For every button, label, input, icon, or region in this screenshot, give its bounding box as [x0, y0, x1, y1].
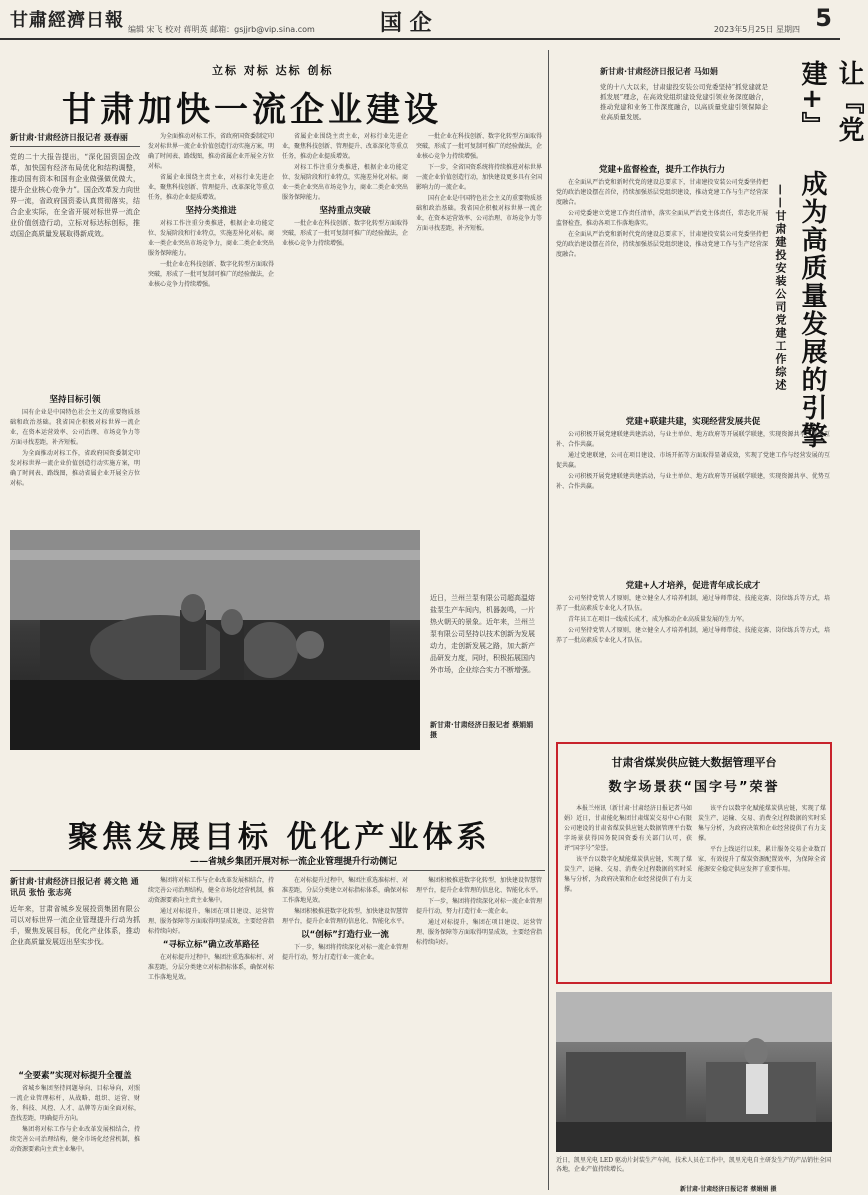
- article2-col1: [10, 1068, 140, 1188]
- lab-photo: [556, 992, 832, 1152]
- paragraph: 一批企业在科技创新、数字化转型方面取得突破，形成了一批可复制可推广的经验做法，企业核心竞争力持续增强。: [416, 133, 543, 160]
- article1-subhead-2: 坚持分类推进: [185, 206, 237, 216]
- divider: [10, 870, 545, 871]
- article3-subtitle: ——甘肃建投安装公司党建工作综述: [774, 184, 787, 392]
- paragraph: 在全面从严治党和新时代党的建设总要求下，甘肃建投安装公司党委坚持把党的政治建设摆在首位，持续加强基层党组织建设，推动党建工作与生产经营深度融合。: [556, 179, 768, 206]
- masthead-meta: 编辑 宋飞 校对 蒋明英 邮箱：gsjjrb@vip.sina.com: [128, 25, 315, 34]
- article3-col1: [556, 162, 768, 387]
- paragraph: 公司积极开展党建联建共建活动，与业主单位、地方政府等开展联学联建，实现资源共享、优势互补、合作共赢。: [556, 473, 830, 490]
- photo1-credit: 新甘肃·甘肃经济日报记者 蔡娟娟 摄: [430, 721, 534, 739]
- article3-col2: [556, 414, 830, 574]
- divider: [10, 146, 140, 147]
- photo2-caption: 近日，凯里光电 LED 驱动片封装生产车间，技术人员在工作中，凯里光电自主研发生产的产品销往全国各地，企业产值持续增长。: [556, 1157, 831, 1173]
- masthead: [0, 0, 840, 40]
- article2-lead: 近年来，甘肃省城乡发展投资集团有限公司以对标世界一流企业管理提升行动为抓手，聚焦发展目标，优化产业体系，推动企业高质量发展迈出坚实步伐。: [10, 905, 140, 946]
- paragraph: 集团将对标工作与企业改革发展相结合，持续完善公司治理结构，健全市场化经营机制，推动资源要素向主责主业集中。: [10, 1126, 140, 1153]
- article3-subhead-1: 党建+监督检查，提升工作执行力: [598, 165, 726, 175]
- paragraph: 下一步，集团将持续深化对标一流企业管理提升行动，努力打造行业一流企业。: [282, 944, 409, 961]
- paragraph: 公司积极开展党建联建共建活动，与业主单位、地方政府等开展联学联建，实现资源共享、优势互补、合作共赢。: [556, 431, 830, 448]
- article1-lead: 党的二十大报告提出，“深化国资国企改革，加快国有经济布局优化和结构调整，推动国有资本和国有企业做强做优做大，提升企业核心竞争力”。国企改革发力向世界一流，省政府国资委认真贯彻落实，结合企业实际，在全省开展对标世界一流企业价值创造行动，立标对标达标创标，推动国企高质量发展取得新成效。: [10, 153, 140, 238]
- article2-col3: [282, 876, 408, 1188]
- paragraph: 本报兰州讯（新甘肃·甘肃经济日报记者马如娟）近日，甘肃能化集团甘肃煤炭交易中心有限公司建设的甘肃省煤炭供应链大数据管理平台数字场景获得国务院国资委有关部门认可，获评“国字号”荣誉。: [564, 805, 692, 852]
- paragraph: 公司坚持党管人才原则，建立健全人才培养机制，通过导师带徒、技能竞赛、岗位练兵等方式，培养了一批高素质专业化人才队伍。: [556, 627, 830, 644]
- article3-byline: 新甘肃·甘肃经济日报记者 马如娟: [600, 67, 718, 76]
- article3-col3: [556, 578, 830, 738]
- article1-subhead-3: 坚持重点突破: [319, 206, 371, 216]
- paragraph: 公司坚持党管人才原则，建立健全人才培养机制，通过导师带徒、技能竞赛、岗位练兵等方式，培养了一批高素质专业化人才队伍。: [556, 595, 830, 612]
- lab-photo-illustration: [556, 992, 832, 1152]
- article1-headline: 甘肃加快一流企业建设: [62, 90, 442, 130]
- paragraph: 对标工作注重分类推进，根据企业功能定位、发展阶段和行业特点，实施差异化对标。商业一类企业突出市场竞争力，商业二类企业突出服务保障能力。: [148, 220, 275, 257]
- article4-headline-1: 甘肃省煤炭供应链大数据管理平台: [611, 756, 777, 769]
- article2-subhead-3: 以“创标”打造行业一流: [301, 930, 389, 940]
- factory-photo: [10, 530, 420, 750]
- paragraph: 该平台以数字化赋能煤炭供应链，实现了煤炭生产、运输、交易、消费全过程数据的实时采集与分析，为政府决策和企业经营提供了有力支撑。: [564, 856, 692, 893]
- paragraph: 一批企业在科技创新、数字化转型方面取得突破，形成了一批可复制可推广的经验做法，企业核心竞争力持续增强。: [282, 220, 409, 247]
- article4-col1: [564, 804, 692, 976]
- paragraph: 集团将对标工作与企业改革发展相结合，持续完善公司治理结构，健全市场化经营机制，推动资源要素向主责主业集中。: [148, 877, 275, 904]
- paragraph: 省属企业围绕主责主业，对标行业先进企业，聚焦科技创新、管理提升、改革深化等重点任务，推动企业提质增效。: [282, 133, 409, 160]
- paragraph: 为全面推动对标工作，省政府国资委制定印发对标世界一流企业价值创造行动实施方案，明确了时间表、路线图，推动省属企业开展全方位对标。: [148, 133, 275, 170]
- section-name: 国 企: [380, 11, 432, 36]
- photo1-caption: 近日，兰州兰泵有限公司超高温熔盐泵生产车间内，机器轰鸣，一片热火朝天的景象。近年来，兰州兰泵有限公司坚持以技术创新为发展动力，走创新发展之路，加大新产品研发力度，同时，积极拓展国内外市场，企业综合实力不断增强。: [430, 594, 535, 674]
- article3-title-2: 成为高质量发展的引擎: [797, 170, 827, 450]
- paragraph: 通过党建联建，公司在项目建设、市场开拓等方面取得显著成效，实现了党建工作与经营发展的互促共赢。: [556, 452, 830, 469]
- paragraph: 一批企业在科技创新、数字化转型方面取得突破，形成了一批可复制可推广的经验做法，企业核心竞争力持续增强。: [148, 261, 275, 288]
- article1-col1: [10, 392, 140, 522]
- article1-col2: [148, 132, 274, 522]
- page-number: 5: [815, 4, 832, 32]
- paragraph: 在对标提升过程中，集团注重选准标杆、对准差距，分层分类建立对标指标体系，确保对标工作落地见效。: [148, 954, 275, 981]
- article3-lead: 党的十八大以来，甘肃建投安装公司党委坚持“抓党建就是抓发展”理念，在高效党组织建设党建引领业务深度融合，推动党建和业务工作深度融合，以高质量党建引领保障企业高质量发展。: [600, 83, 768, 121]
- article1-col3: [282, 132, 408, 522]
- paragraph: 国有企业是中国特色社会主义的重要物质基础和政治基础。我省国企积极对标世界一流企业，在资本运营效率、公司治理、市场竞争力等方面寻找差距，补齐短板。: [10, 409, 140, 446]
- paragraph: 国有企业是中国特色社会主义的重要物质基础和政治基础。我省国企积极对标世界一流企业，在资本运营效率、公司治理、市场竞争力等方面寻找差距，补齐短板。: [416, 195, 543, 232]
- paragraph: 青年员工在项目一线成长成才，成为推动企业高质量发展的生力军。: [568, 616, 749, 623]
- article4-col2: [698, 804, 826, 976]
- paragraph: 在对标提升过程中，集团注重选准标杆、对准差距，分层分类建立对标指标体系，确保对标工作落地见效。: [282, 877, 409, 904]
- paragraph: 通过对标提升，集团在项目建设、运营管理、服务保障等方面取得明显成效，主要经营指标持续向好。: [416, 919, 543, 946]
- article1-subhead-1: 坚持目标引领: [49, 395, 101, 405]
- column-separator: [548, 50, 549, 1190]
- paragraph: 该平台以数字化赋能煤炭供应链，实现了煤炭生产、运输、交易、消费全过程数据的实时采集与分析，为政府决策和企业经营提供了有力支撑。: [698, 805, 826, 842]
- paragraph: 集团积极推进数字化转型，加快建设智慧管理平台，提升企业管理的信息化、智能化水平。: [282, 908, 409, 925]
- article1-byline: 新甘肃·甘肃经济日报记者 聂春丽: [10, 133, 128, 142]
- factory-photo-illustration: [10, 530, 420, 750]
- paragraph: 省城乡集团坚持问题导向、目标导向，对照一流企业管理标杆，从战略、组织、运营、财务、科技、风控、人才、品牌等方面全面对标，查找差距，明确提升方向。: [10, 1085, 140, 1122]
- article1-col4: [416, 132, 542, 522]
- newspaper-logo: 甘肅經濟日報: [10, 10, 124, 31]
- article2-subtitle: ——省城乡集团开展对标一流企业管理提升行动侧记: [190, 857, 398, 867]
- article2-byline: 新甘肃·甘肃经济日报记者 蒋文艳 通讯员 张怡 张志亮: [10, 877, 139, 897]
- article2-subhead-1: “全要素”实现对标提升全覆盖: [18, 1071, 132, 1081]
- article3-subhead-2: 党建+联建共建，实现经营发展共促: [625, 417, 761, 427]
- article3-subhead-3: 党建+人才培养，促进青年成长成才: [625, 581, 761, 591]
- paragraph: 平台上线运行以来，累计服务交易企业数百家，有效提升了煤炭资源配置效率，为保障全省能源安全稳定供应发挥了重要作用。: [698, 846, 826, 873]
- paragraph: 对标工作注重分类推进，根据企业功能定位、发展阶段和行业特点，实施差异化对标。商业一类企业突出市场竞争力，商业二类企业突出服务保障能力。: [282, 164, 409, 201]
- article2-subhead-2: “寻标立标”确立改革路径: [162, 940, 260, 950]
- paragraph: 通过对标提升，集团在项目建设、运营管理、服务保障等方面取得明显成效，主要经营指标持续向好。: [148, 908, 275, 935]
- article3-title-1: 让『党建+』: [797, 60, 864, 144]
- article2-col2: [148, 876, 274, 1188]
- paragraph: 公司党委建立党建工作责任清单，落实全面从严治党主体责任，常态化开展监督检查，推动各项工作落地落实。: [556, 210, 768, 227]
- photo2-credit: 新甘肃·甘肃经济日报记者 蔡娟娟 摄: [680, 1186, 777, 1193]
- issue-date: 2023年5月25日 星期四: [713, 25, 800, 34]
- paragraph: 下一步，集团将持续深化对标一流企业管理提升行动，努力打造行业一流企业。: [416, 898, 543, 915]
- paragraph: 省属企业围绕主责主业，对标行业先进企业，聚焦科技创新、管理提升、改革深化等重点任务，推动企业提质增效。: [148, 174, 275, 201]
- article2-col4: [416, 876, 542, 1188]
- paragraph: 集团积极推进数字化转型，加快建设智慧管理平台，提升企业管理的信息化、智能化水平。: [416, 877, 543, 894]
- article4-headline-2: 数字场景获“国字号”荣誉: [608, 780, 780, 795]
- article1-kicker: 立标 对标 达标 创标: [212, 64, 334, 77]
- paragraph: 在全面从严治党和新时代党的建设总要求下，甘肃建投安装公司党委坚持把党的政治建设摆在首位，持续加强基层党组织建设，推动党建工作与生产经营深度融合。: [556, 231, 768, 258]
- paragraph: 为全面推动对标工作，省政府国资委制定印发对标世界一流企业价值创造行动实施方案，明确了时间表、路线图，推动省属企业开展全方位对标。: [10, 450, 140, 487]
- paragraph: 下一步，全省国资系统将持续推进对标世界一流企业价值创造行动，加快建设更多具有全国影响力的一流企业。: [416, 164, 543, 191]
- article2-headline: 聚焦发展目标 优化产业体系: [68, 820, 491, 855]
- article4-box: [556, 742, 832, 984]
